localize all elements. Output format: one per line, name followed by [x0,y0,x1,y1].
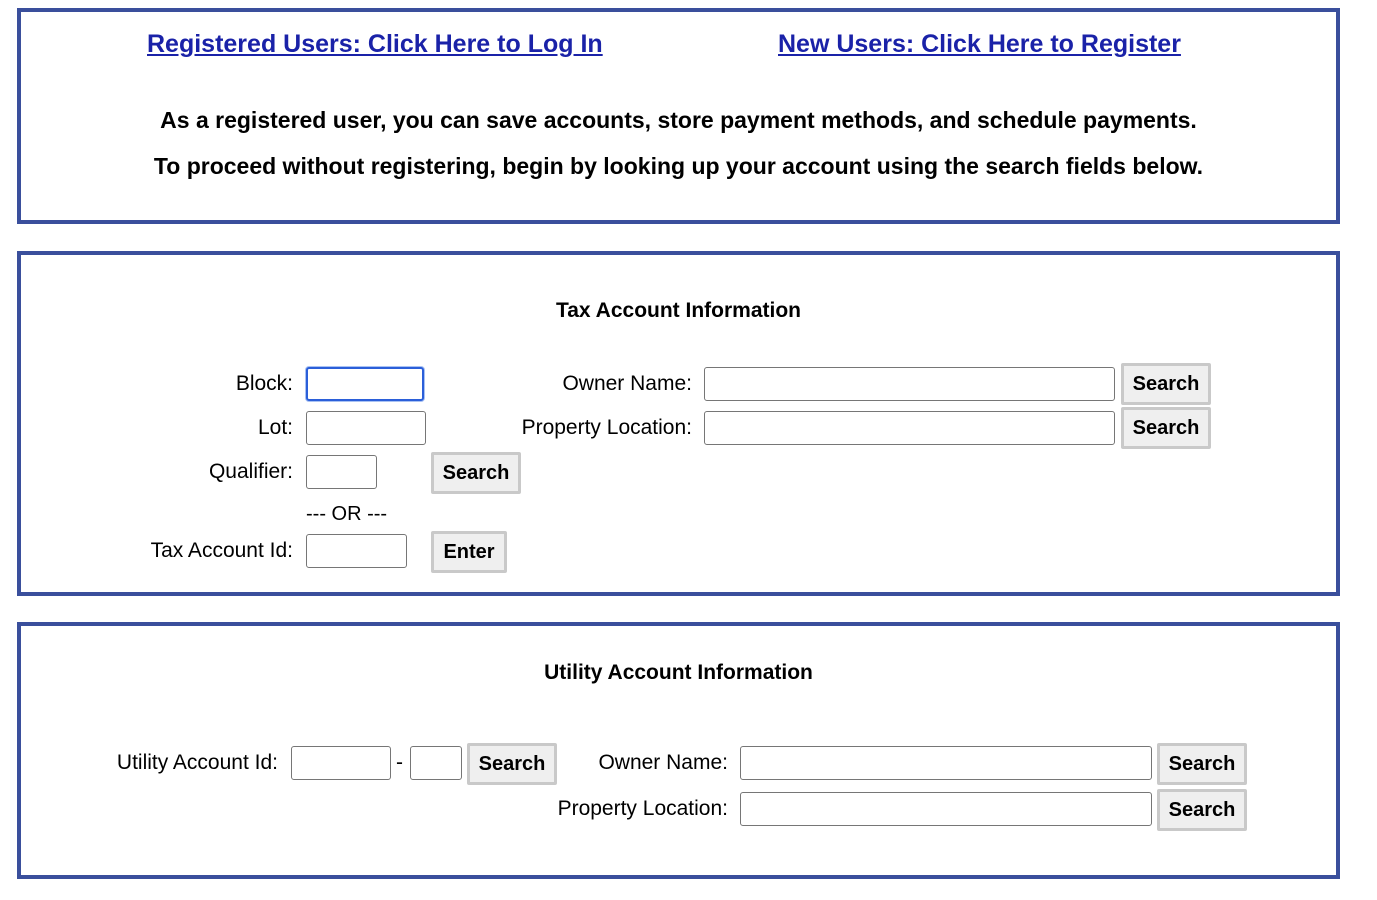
utility-account-id-part2-input[interactable] [410,746,462,780]
utility-owner-name-input[interactable] [740,746,1152,780]
registration-info-line-2: To proceed without registering, begin by looking up your account using the search fields below. [153,153,1204,179]
qualifier-label: Qualifier: [208,460,293,483]
utility-property-location-label: Property Location: [557,797,728,820]
or-separator: --- OR --- [306,503,388,525]
register-link[interactable]: New Users: Click Here to Register [778,30,1181,58]
login-link[interactable]: Registered Users: Click Here to Log In [147,30,603,58]
block-label: Block: [235,372,293,395]
utility-owner-name-label: Owner Name: [598,751,728,774]
qualifier-input[interactable] [306,455,377,489]
utility-section-title: Utility Account Information [544,661,813,684]
tax-location-search-button[interactable]: Search [1121,407,1211,449]
utility-property-location-input[interactable] [740,792,1152,826]
tax-account-id-input[interactable] [306,534,407,568]
tax-property-location-label: Property Location: [521,416,692,439]
tax-account-panel [17,251,1340,596]
lot-input[interactable] [306,411,426,445]
tax-account-id-label: Tax Account Id: [150,539,293,562]
tax-property-location-input[interactable] [704,411,1115,445]
account-id-separator: - [396,751,403,774]
utility-account-panel [17,622,1340,879]
tax-owner-search-button[interactable]: Search [1121,363,1211,405]
enter-button[interactable]: Enter [431,531,507,573]
utility-location-search-button[interactable]: Search [1157,789,1247,831]
utility-owner-search-button[interactable]: Search [1157,743,1247,785]
registration-panel [17,8,1340,224]
tax-owner-name-label: Owner Name: [562,372,692,395]
lot-label: Lot: [257,416,293,439]
utility-account-id-label: Utility Account Id: [116,751,278,774]
tax-owner-name-input[interactable] [704,367,1115,401]
utility-account-search-button[interactable]: Search [467,743,557,785]
utility-account-id-part1-input[interactable] [291,746,391,780]
block-lot-search-button[interactable]: Search [431,452,521,494]
tax-section-title: Tax Account Information [555,299,801,322]
registration-info-line-1: As a registered user, you can save accounts, store payment methods, and schedule payments. [160,107,1197,133]
block-input[interactable] [306,367,424,401]
